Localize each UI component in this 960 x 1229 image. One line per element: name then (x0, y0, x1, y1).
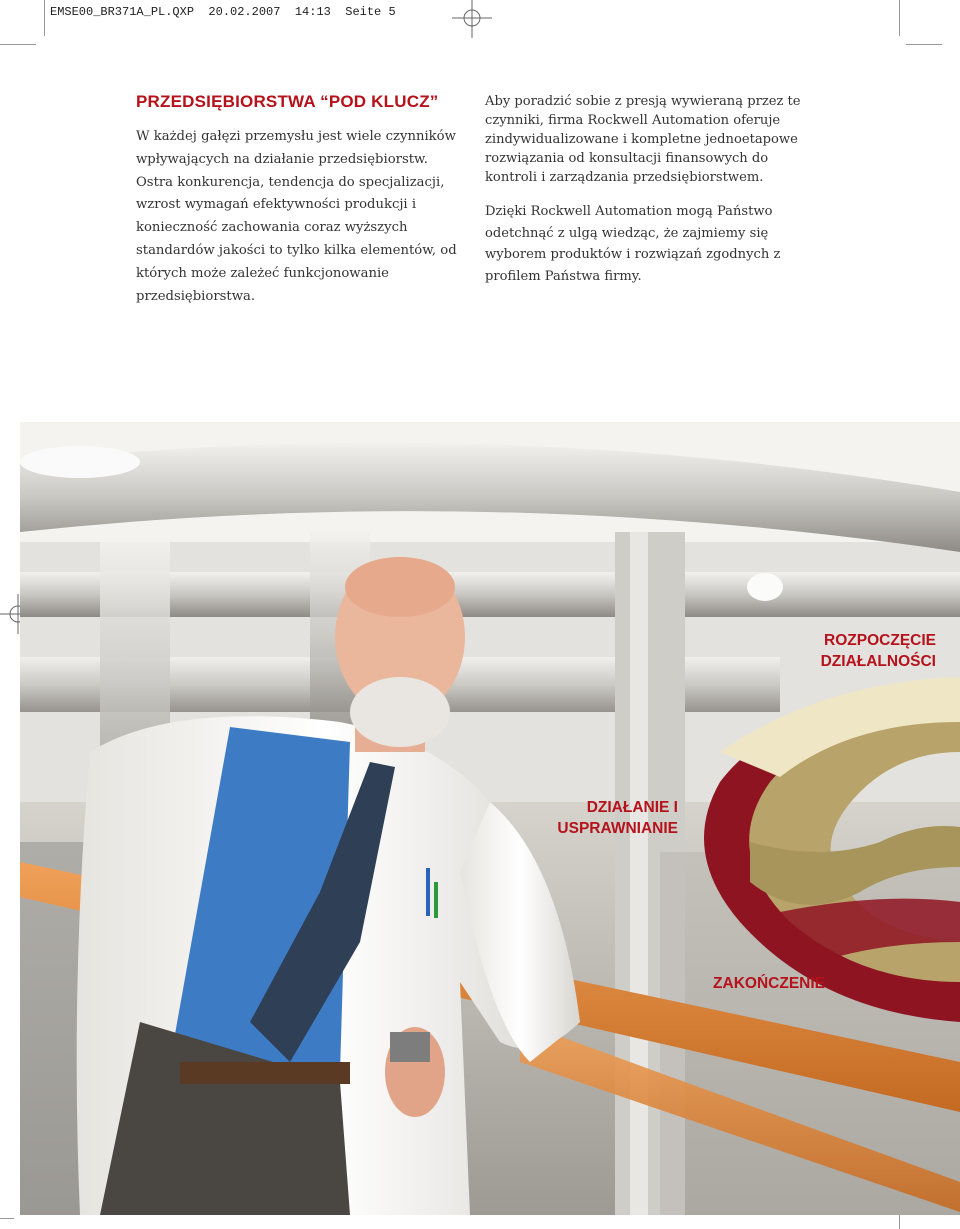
intro-paragraph: W każdej gałęzi przemysłu jest wiele czynników wpływających na działanie przedsiębiorstw. Ostra konkurencja, tendencja do specjalizacji, wzrost wymagań efektywności produkcji i konieczność zachowania coraz wyższych standardów jakości to tylko kilka elementów, od których może zależeć funkcjonowanie przedsiębiorstwa. (136, 129, 457, 304)
crop-mark (44, 0, 45, 36)
factory-illustration (20, 422, 960, 1215)
registration-mark-icon (452, 0, 492, 38)
label-operation (557, 797, 678, 839)
crop-mark (906, 44, 942, 45)
label-end (713, 973, 825, 994)
crop-mark (899, 0, 900, 36)
label-operation-line2: USPRAWNIANIE (557, 820, 678, 837)
label-start-line1: ROZPOCZĘCIE (824, 632, 936, 649)
print-slug: EMSE00_BR371A_PL.QXP 20.02.2007 14:13 Seite 5 (50, 5, 396, 19)
label-operation-line1: DZIAŁANIE I (586, 799, 678, 816)
page-heading: PRZEDSIĘBIORSTWA “POD KLUCZ” (136, 92, 439, 111)
right-paragraph-2: Dzięki Rockwell Automation mogą Państwo odetchnąć z ulgą wiedząc, że zajmiemy się wyborem produktów i rozwiązań zgodnych z profilem Państwa firmy. (485, 204, 781, 284)
right-text-column (485, 92, 815, 301)
label-start (821, 630, 936, 672)
crop-mark (0, 1218, 14, 1219)
label-end-line1: ZAKOŃCZENIE (713, 975, 825, 992)
factory-photo (20, 422, 960, 1215)
right-paragraph-1: Aby poradzić sobie z presją wywieraną przez te czynniki, firma Rockwell Automation oferuje zindywidualizowane i kompletne jednoetapowe rozwiązania od konsultacji finansowych do kontroli i zarządzania przedsiębiorstwem. (485, 94, 801, 185)
crop-mark (0, 44, 36, 45)
label-start-line2: DZIAŁALNOŚCI (820, 653, 936, 670)
